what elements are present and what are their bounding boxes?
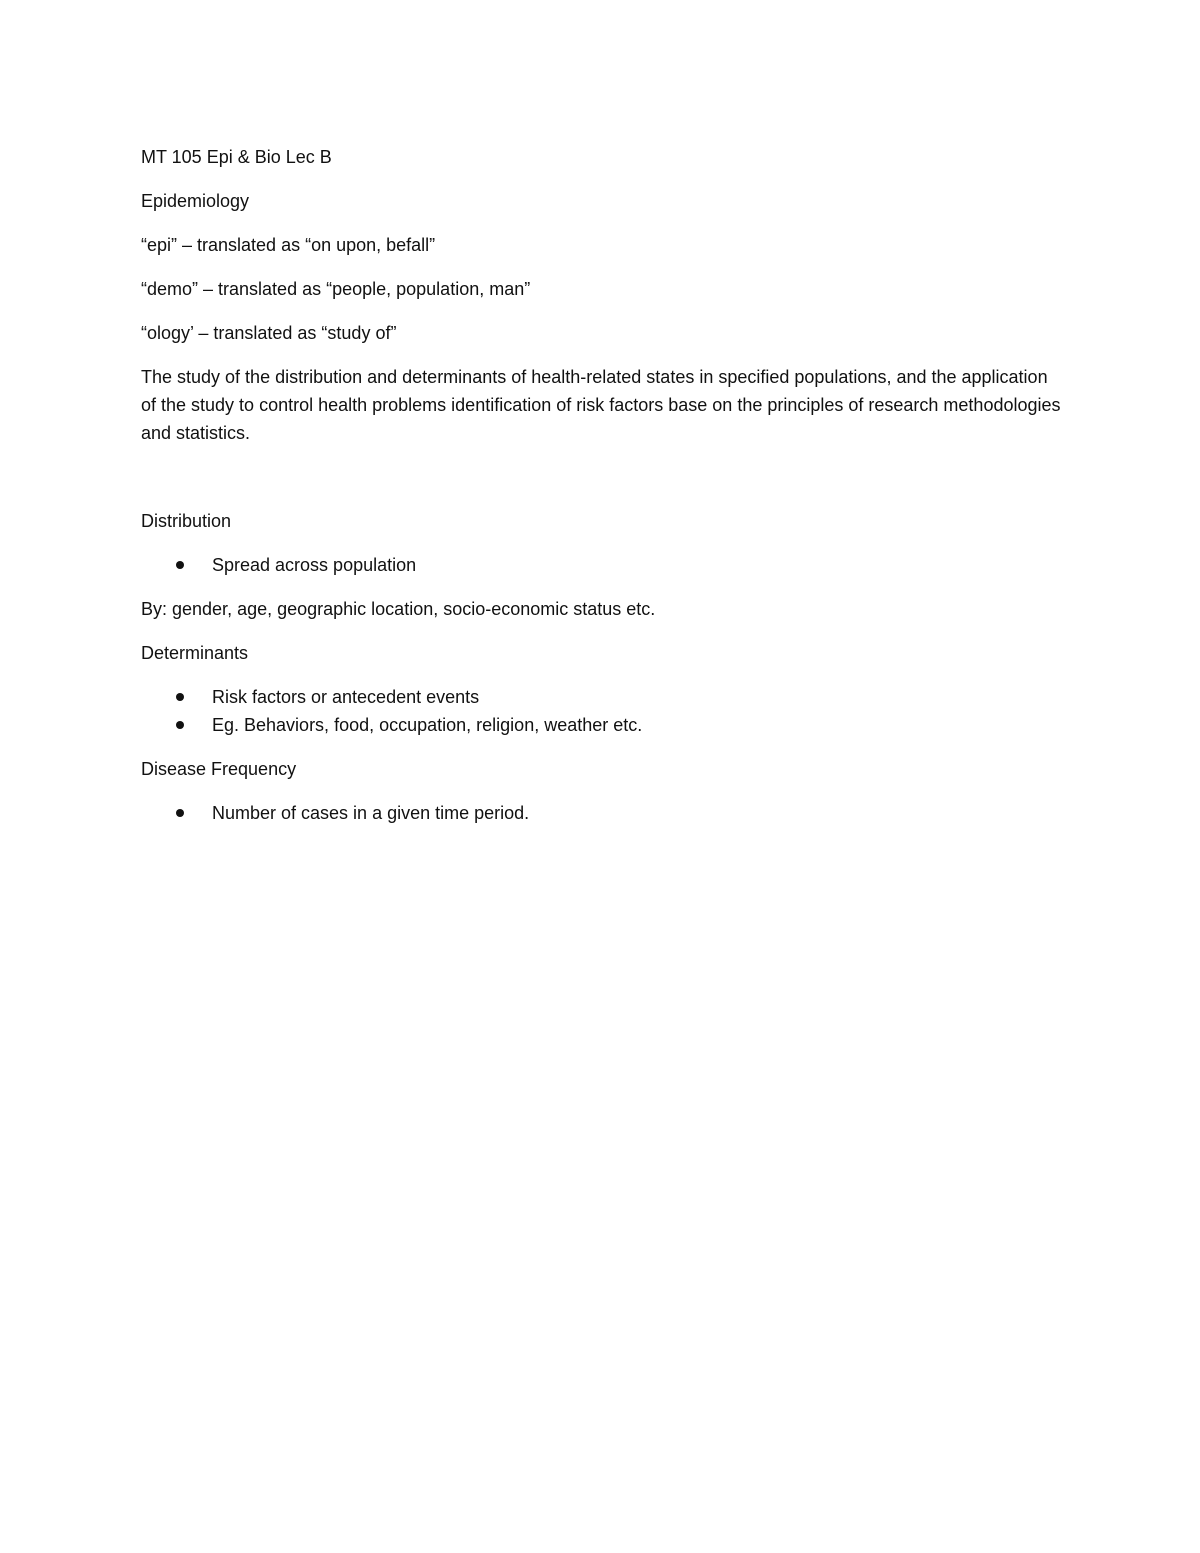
distribution-by-line: By: gender, age, geographic location, socio-economic status etc. — [141, 599, 656, 619]
bullet-icon — [176, 721, 184, 729]
etymology-epi: “epi” – translated as “on upon, befall” — [141, 235, 436, 255]
document-header: MT 105 Epi & Bio Lec B — [141, 147, 332, 167]
disease-frequency-heading: Disease Frequency — [141, 759, 297, 779]
document-title: Epidemiology — [141, 191, 250, 211]
determinants-bullet-list — [141, 683, 1061, 739]
list-item — [141, 683, 1061, 711]
list-item — [141, 551, 1061, 579]
list-item-text: Risk factors or antecedent events — [212, 687, 480, 707]
disease-frequency-bullet-list — [141, 799, 1061, 827]
determinants-heading: Determinants — [141, 643, 249, 663]
distribution-bullet-list — [141, 551, 1061, 579]
etymology-ology: “ology’ – translated as “study of” — [141, 323, 397, 343]
list-item-text: Eg. Behaviors, food, occupation, religion, weather etc. — [212, 715, 643, 735]
definition-paragraph: The study of the distribution and determinants of health-related states in specified populations, and the application of the study to control health problems identification of risk factors base on the principles of research methodologies and statistics. — [141, 367, 1061, 443]
distribution-heading: Distribution — [141, 511, 232, 531]
list-item — [141, 799, 1061, 827]
bullet-icon — [176, 693, 184, 701]
etymology-demo: “demo” – translated as “people, population, man” — [141, 279, 531, 299]
bullet-icon — [176, 809, 184, 817]
document-body — [141, 143, 1061, 843]
list-item-text: Spread across population — [212, 555, 417, 575]
list-item-text: Number of cases in a given time period. — [212, 803, 530, 823]
list-item — [141, 711, 1061, 739]
bullet-icon — [176, 561, 184, 569]
